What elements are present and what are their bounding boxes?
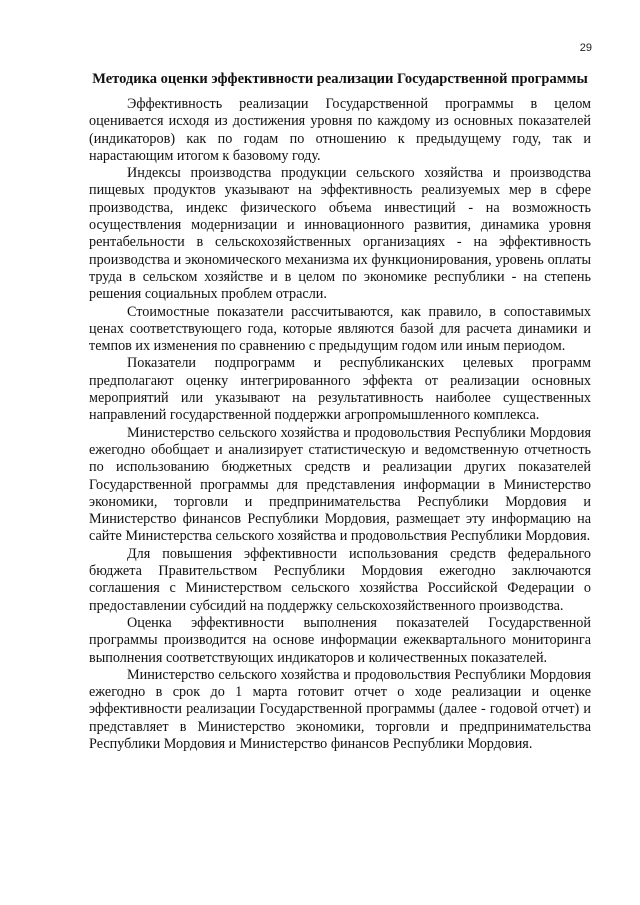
- paragraph: Министерство сельского хозяйства и продовольствия Республики Мордовия ежегодно обобщает и анализирует статистическую и ведомственную отчетность по использованию бюджетных средств и реализации других показателей Государственной программы для представления информации в Министерство экономики, торговли и предпринимательства Республики Мордовия и Министерство финансов Республики Мордовия, размещает эту информацию на сайте Министерства сельского хозяйства и продовольствия Республики Мордовия.: [89, 424, 591, 545]
- paragraph: Индексы производства продукции сельского хозяйства и производства пищевых продуктов указывают на эффективность реализуемых мер в сфере производства, индекс физического объема инвестиций - на возможность осуществления модернизации и инновационного развития, динамика уровня рентабельности в сельскохозяйственных организациях - на эффективность производства и экономического механизма их функционирования, уровень оплаты труда в сельском хозяйстве и в целом по экономике республики - на степень решения социальных проблем отрасли.: [89, 165, 591, 303]
- document-title: Методика оценки эффективности реализации Государственной программы: [92, 71, 588, 87]
- paragraph: Для повышения эффективности использования средств федерального бюджета Правительством Республики Мордовия ежегодно заключаются соглашения с Министерством сельского хозяйства Российской Федерации о предоставлении субсидий на поддержку сельскохозяйственного производства.: [89, 545, 591, 614]
- paragraph: Министерство сельского хозяйства и продовольствия Республики Мордовия ежегодно в срок до 1 марта готовит отчет о ходе реализации и оценке эффективности реализации Государственной программы (далее - годовой отчет) и представляет в Министерство экономики, торговли и предпринимательства Республики Мордовия и Министерство финансов Республики Мордовия.: [89, 666, 591, 752]
- paragraph: Эффективность реализации Государственной программы в целом оценивается исходя из достижения уровня по каждому из основных показателей (индикаторов) как по годам по отношению к предыдущему году, так и нарастающим итогом к базовому году.: [89, 96, 591, 164]
- document-body: [89, 70, 591, 753]
- paragraph: Стоимостные показатели рассчитываются, как правило, в сопоставимых ценах соответствующего года, которые являются базой для расчета динамики и темпов их изменения по сравнению с предыдущим годом или иным периодом.: [89, 303, 591, 355]
- paragraph: Оценка эффективности выполнения показателей Государственной программы производится на основе информации ежеквартального мониторинга выполнения соответствующих индикаторов и количественных показателей.: [89, 614, 591, 666]
- page-number: 29: [579, 42, 592, 54]
- paragraph: Показатели подпрограмм и республиканских целевых программ предполагают оценку интегрированного эффекта от реализации основных мероприятий или указывают на результативность наиболее существенных направлений государственной поддержки агропромышленного комплекса.: [89, 355, 591, 424]
